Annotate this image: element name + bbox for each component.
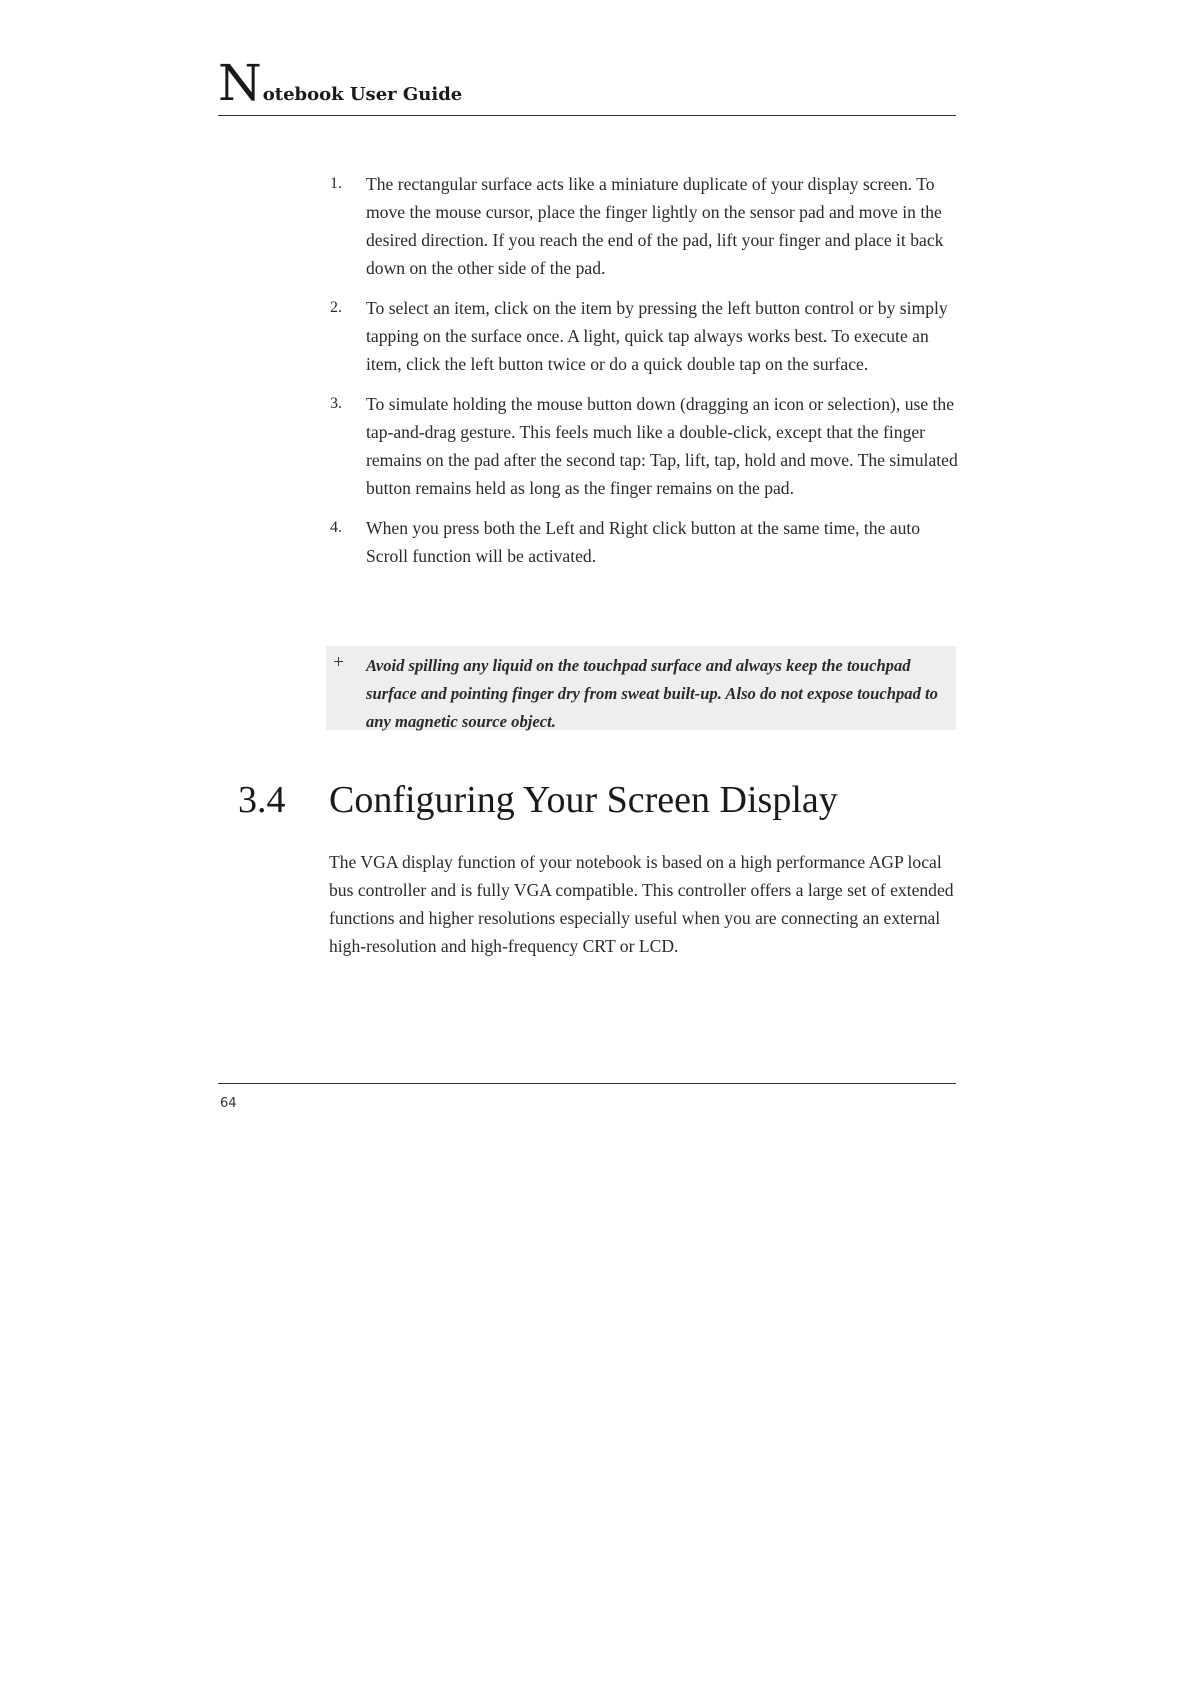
list-item-text: The rectangular surface acts like a miniature duplicate of your display screen. To move the mouse cursor, place the finger lightly on the sensor pad and move in the desired direction. If you reach the end of the pad, lift your finger and place it back down on the other side of the pad. bbox=[366, 174, 944, 278]
page-number: 64 bbox=[220, 1096, 237, 1111]
list-item bbox=[326, 390, 958, 502]
header-rule bbox=[218, 115, 956, 116]
list-item bbox=[326, 294, 958, 378]
section-number: 3.4 bbox=[238, 779, 286, 821]
list-item-number: 2. bbox=[330, 299, 342, 316]
list-item-number: 3. bbox=[330, 395, 342, 412]
list-item-number: 1. bbox=[330, 175, 342, 192]
note-box bbox=[326, 646, 956, 730]
header-title bbox=[218, 54, 463, 112]
header-title-initial: N bbox=[218, 54, 262, 112]
list-item-number: 4. bbox=[330, 519, 342, 536]
footer-rule bbox=[218, 1083, 956, 1084]
note-text: Avoid spilling any liquid on the touchpad surface and always keep the touchpad surface and pointing finger dry from sweat built-up. Also do not expose touchpad to any magnetic source object. bbox=[366, 656, 938, 731]
section-paragraph: The VGA display function of your notebook is based on a high performance AGP local bus controller and is fully VGA compatible. This controller offers a large set of extended functions and higher resolutions especially useful when you are connecting an external high-resolution and high-frequency CRT or LCD. bbox=[329, 852, 954, 956]
list-item-text: To simulate holding the mouse button down (dragging an icon or selection), use the tap-and-drag gesture. This feels much like a double-click, except that the finger remains on the pad after the second tap: Tap, lift, tap, hold and move. The simulated button remains held as long as the finger remains on the pad. bbox=[366, 394, 958, 498]
numbered-list bbox=[326, 170, 958, 582]
list-item bbox=[326, 514, 958, 570]
section-title: Configuring Your Screen Display bbox=[329, 779, 838, 821]
list-item-text: To select an item, click on the item by pressing the left button control or by simply tapping on the surface once. A light, quick tap always works best. To execute an item, click the left button twice or do a quick double tap on the surface. bbox=[366, 298, 948, 374]
page-header bbox=[218, 54, 956, 116]
note-plus-icon: + bbox=[332, 652, 345, 673]
list-item bbox=[326, 170, 958, 282]
list-item-text: When you press both the Left and Right click button at the same time, the auto Scroll function will be activated. bbox=[366, 518, 921, 566]
header-title-rest: otebook User Guide bbox=[262, 84, 463, 105]
